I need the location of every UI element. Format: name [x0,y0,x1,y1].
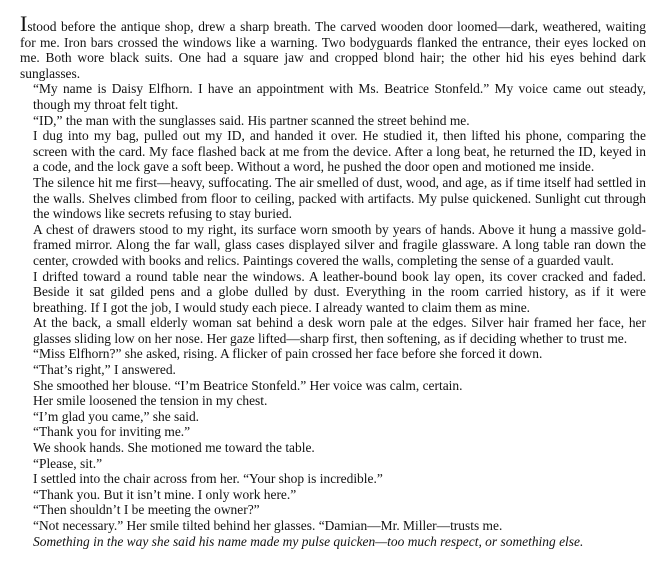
dialogue-line: We shook hands. She motioned me toward the table. [33,440,315,456]
paragraph-3: “ID,” the man with the sunglasses said. His partner scanned the street behind me. [33,112,470,128]
paragraph-1 [20,11,646,81]
italic-closing-line: Something in the way she said his name made my pulse quicken—too much respect, or something else. [33,533,584,549]
paragraph-2: “My name is Daisy Elfhorn. I have an appointment with Ms. Beatrice Stonfeld.” My voice came out steady, though my throat felt tight. [33,81,646,112]
dialogue-line: “Then shouldn’t I be meeting the owner?” [33,502,260,518]
dialogue-line: She smoothed her blouse. “I’m Beatrice Stonfeld.” Her voice was calm, certain. [33,377,463,393]
paragraph-4: I dug into my bag, pulled out my ID, and handed it over. He studied it, then lifted his phone, comparing the screen with the card. My face flashed back at me from the device. After a long beat, he returned the ID, keyed in a code, and the lock gave a soft beep. Without a word, he pushed the door open and motioned me inside. [33,128,646,175]
dialogue-line: “Thank you for inviting me.” [33,424,191,440]
paragraph-5: The silence hit me first—heavy, suffocating. The air smelled of dust, wood, and age, as if time itself had settled in the walls. Shelves climbed from floor to ceiling, packed with artifacts. My pulse quickened. Sunlight cut through the windows like secrets refusing to stay buried. [33,174,646,222]
dialogue-line: “Not necessary.” Her smile tilted behind her glasses. “Damian—Mr. Miller—trusts me. [33,518,503,533]
paragraph-text: stood before the antique shop, drew a sharp breath. The carved wooden door loomed—dark, weathered, waiting for me. Iron bars crossed the windows like a warning. Two bodyguards flanked the entrance, their eyes locked on me. Both wore black suits. One had a square jaw and cropped blond hair; the other hid his eyes behind dark sunglasses. [20,19,646,81]
dialogue-line: “I’m glad you came,” she said. [33,408,200,424]
paragraph-6: A chest of drawers stood to my right, its surface worn smooth by years of hands. Above it hung a massive gold-framed mirror. Along the far wall, glass cases displayed silver and fragile glassware. A long table ran down the center, crowded with books and relics. Paintings covered the walls, completing the sense of a guarded vault. [33,221,646,268]
paragraph-7: I drifted toward a round table near the windows. A leather-bound book lay open, its cover cracked and faded. Beside it sat gilded pens and a globe dulled by dust. Everything in the room carried history, as if it were breathing. If I got the job, I would study each piece. I already wanted to claim them as mine. [33,268,646,315]
dialogue-line: “That’s right,” I answered. [33,362,176,378]
dialogue-line: “Please, sit.” [33,455,103,471]
dialogue-line: I settled into the chair across from her. “Your shop is incredible.” [33,471,383,487]
drop-cap: I [20,11,28,36]
paragraph-8: At the back, a small elderly woman sat behind a desk worn pale at the edges. Silver hair framed her face, her glasses sliding low on her nose. Her gaze lifted—sharp first, then softening, as if deciding whether to trust me. [33,315,646,346]
dialogue-line: Her smile loosened the tension in my chest. [33,393,268,409]
dialogue-line: “Miss Elfhorn?” she asked, rising. A flicker of pain crossed her face before she forced it down. [33,346,543,362]
dialogue-line: “Thank you. But it isn’t mine. I only work here.” [33,486,297,502]
